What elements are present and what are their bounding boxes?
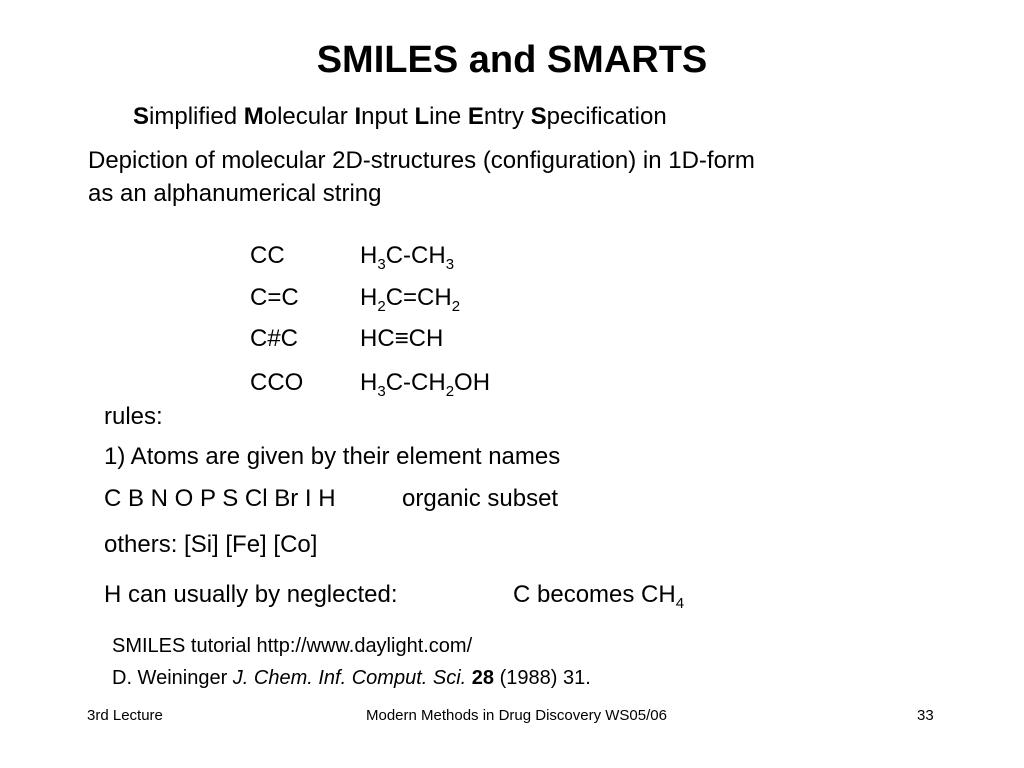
depiction-line-2: as an alphanumerical string (88, 180, 382, 207)
formula-subscript: 4 (675, 595, 685, 612)
formula-subscript: 2 (445, 383, 455, 400)
citation-year-pages: (1988) 31. (494, 667, 591, 689)
example-smiles-1: CC (250, 242, 285, 269)
formula-text: HC≡CH (360, 325, 444, 352)
acronym-word-rest: pecification (546, 103, 667, 130)
acronym-initial: L (414, 103, 430, 130)
acronym-word-rest: ntry (483, 103, 531, 130)
other-elements: others: [Si] [Fe] [Co] (104, 531, 318, 558)
slide-title: SMILES and SMARTS (316, 39, 708, 81)
formula-subscript: 2 (377, 298, 386, 315)
formula-text: C-CH (385, 242, 446, 269)
example-smiles-3: C#C (250, 325, 299, 352)
acronym-initial: M (243, 103, 264, 130)
acronym-word-rest: implified (149, 103, 244, 130)
formula-text: H (360, 242, 378, 269)
acronym-word-rest: nput (361, 103, 415, 130)
formula-subscript: 3 (377, 383, 386, 400)
depiction-line-1: Depiction of molecular 2D-structures (configuration) in 1D-form (88, 147, 755, 174)
formula-text: C=CH (385, 284, 452, 311)
citation-author: D. Weininger (112, 667, 233, 689)
example-formula-4 (360, 368, 490, 398)
example-formula-3 (360, 324, 443, 354)
hydrogen-note: H can usually by neglected: (104, 581, 398, 608)
rule-1: 1) Atoms are given by their element names (104, 443, 561, 470)
formula-subscript: 2 (451, 298, 461, 315)
example-formula-1 (360, 241, 454, 271)
footer-course: Modern Methods in Drug Discovery WS05/06 (366, 707, 667, 724)
formula-text: C-CH (385, 369, 446, 396)
example-smiles-2: C=C (250, 284, 299, 311)
formula-subscript: 3 (377, 256, 386, 273)
weininger-citation (112, 665, 591, 691)
c-becomes-ch4 (513, 580, 684, 610)
formula-subscript: 3 (445, 256, 455, 273)
smiles-tutorial-link[interactable]: SMILES tutorial http://www.daylight.com/ (112, 635, 473, 657)
formula-text: H (360, 369, 378, 396)
acronym-line (133, 102, 667, 132)
acronym-word-rest: olecular (263, 103, 355, 130)
organic-subset-label: organic subset (402, 485, 559, 512)
formula-text: H (360, 284, 378, 311)
formula-text: C becomes CH (513, 581, 676, 608)
example-smiles-4: CCO (250, 369, 304, 396)
organic-elements: C B N O P S Cl Br I H (104, 485, 336, 512)
acronym-initial: I (354, 103, 362, 130)
rules-heading: rules: (104, 403, 163, 430)
acronym-initial: S (530, 103, 547, 130)
example-formula-2 (360, 283, 460, 313)
acronym-initial: S (133, 103, 150, 130)
citation-volume: 28 (471, 667, 495, 689)
footer-lecture: 3rd Lecture (87, 707, 163, 724)
acronym-initial: E (467, 103, 484, 130)
citation-journal: J. Chem. Inf. Comput. Sci. (232, 667, 467, 689)
footer-page-number: 33 (917, 707, 934, 724)
acronym-word-rest: ine (429, 103, 468, 130)
formula-text: OH (454, 369, 491, 396)
